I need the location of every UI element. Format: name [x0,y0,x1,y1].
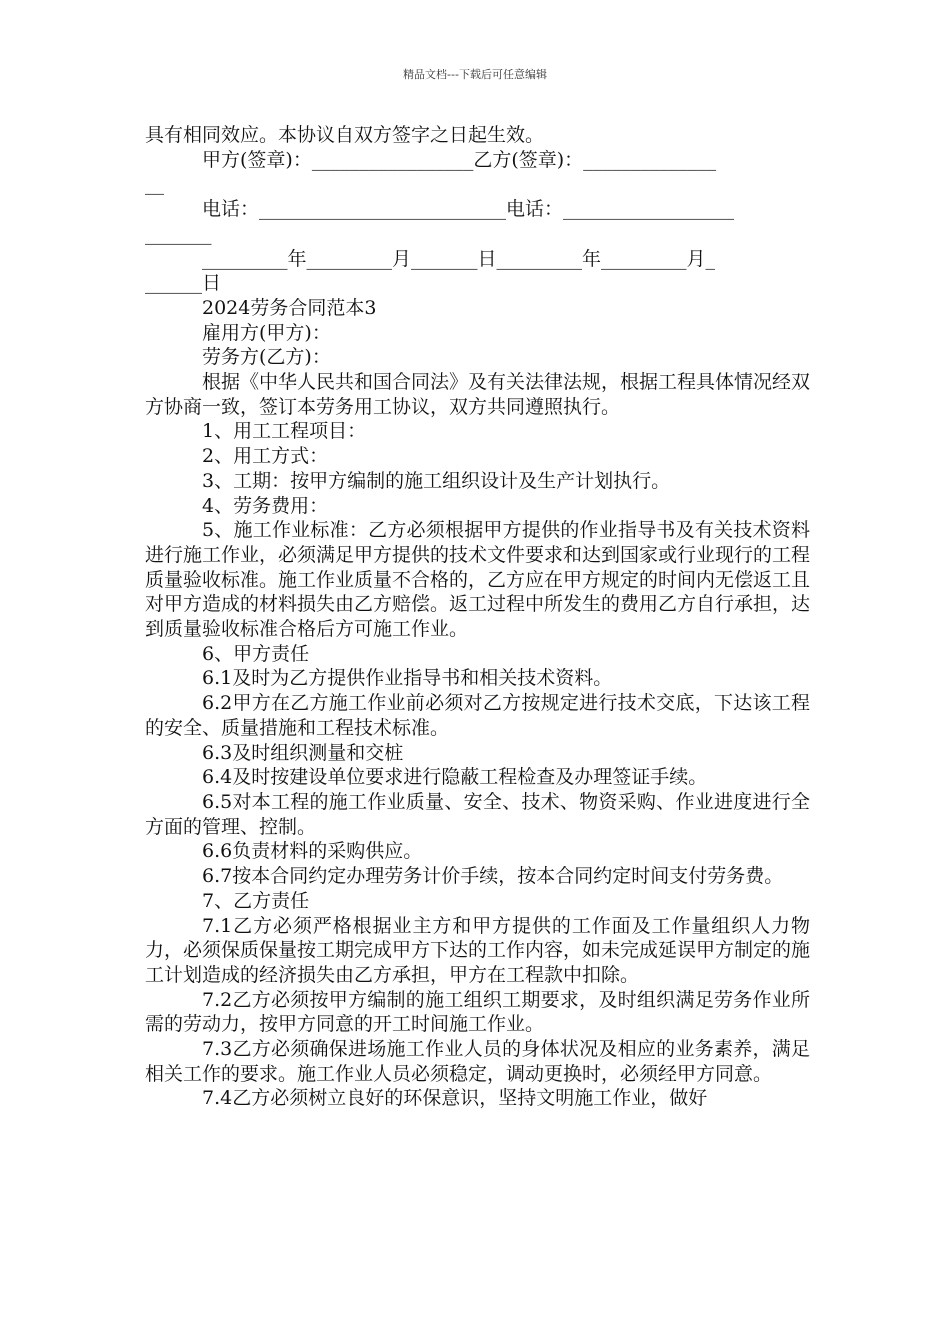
clause: 3、工期：按甲方编制的施工组织设计及生产计划执行。 [202,469,671,492]
phone-line: 电话：__________________________电话：__________________ [202,198,735,221]
clause: 4、劳务费用： [202,494,329,517]
clause: 6.6负责材料的采购供应。 [202,840,423,863]
clause: 6.4及时按建设单位要求进行隐蔽工程检查及办理签证手续。 [202,766,708,789]
party-b-label: 劳务方(乙方)： [202,346,331,369]
clause: 6.2甲方在乙方施工作业前必须对乙方按规定进行技术交底，下达该工程的安全、质量措施和工程技术标准。 [145,692,810,739]
clause: 7.4乙方必须树立良好的环保意识，坚持文明施工作业，做好 [202,1087,708,1110]
clause: 7.3乙方必须确保进场施工作业人员的身体状况及相应的业务素养，满足相关工作的要求。施工作业人员必须稳定，调动更换时，必须经甲方同意。 [145,1038,810,1085]
section-title: 2024劳务合同范本3 [202,296,377,319]
document-body [145,123,810,1111]
clause: 6.5对本工程的施工作业质量、安全、技术、物资采购、作业进度进行全方面的管理、控制。 [145,790,810,838]
date-line-wrap: ______日 [145,272,222,295]
clause: 7.1乙方必须严格根据业主方和甲方提供的工作面及工作量组织人力物力，必须保质保量按工期完成甲方下达的工作内容，如未完成延误甲方制定的施工计划造成的经济损失由乙方承担，甲方在工程款中扣除。 [145,914,811,986]
clause: 5、施工作业标准：乙方必须根据甲方提供的作业指导书及有关技术资料进行施工作业，必须满足甲方提供的技术文件要求和达到国家或行业现行的工程质量验收标准。施工作业质量不合格的，乙方应在甲方规定的时间内无偿返工且对甲方造成的材料损失由乙方赔偿。返工过程中所发生的费用乙方自行承担，达到质量验收标准合格后方可施工作业。 [145,519,811,641]
page-header: 精品文档---下载后可任意编辑 [403,68,547,81]
clause: 2、用工方式： [202,445,329,468]
signature-line-wrap: __ [145,173,164,196]
clause-heading: 6、甲方责任 [202,642,310,665]
party-a-label: 雇用方(甲方)： [202,321,331,344]
clause: 6.7按本合同约定办理劳务计价手续，按本合同约定时间支付劳务费。 [202,865,784,888]
paragraph: 具有相同效应。本协议自双方签字之日起生效。 [145,124,545,146]
clause: 7.2乙方必须按甲方编制的施工组织工期要求，及时组织满足劳务作业所需的劳动力，按甲方同意的开工时间施工作业。 [145,988,810,1036]
paragraph: 根据《中华人民共和国合同法》及有关法律法规，根据工程具体情况经双方协商一致，签订本劳务用工协议，双方共同遵照执行。 [145,371,811,418]
clause: 6.1及时为乙方提供作业指导书和相关技术资料。 [202,667,613,690]
clause-heading: 7、乙方责任 [202,889,310,912]
phone-line-wrap: _______ [145,222,212,245]
clause: 1、用工工程项目： [202,420,367,443]
clause: 6.3及时组织测量和交桩 [202,741,404,764]
date-line: _________年_________月_______日_________年_________月_ [202,247,716,270]
signature-line: 甲方(签章)：_________________乙方(签章)：______________ [202,148,717,171]
